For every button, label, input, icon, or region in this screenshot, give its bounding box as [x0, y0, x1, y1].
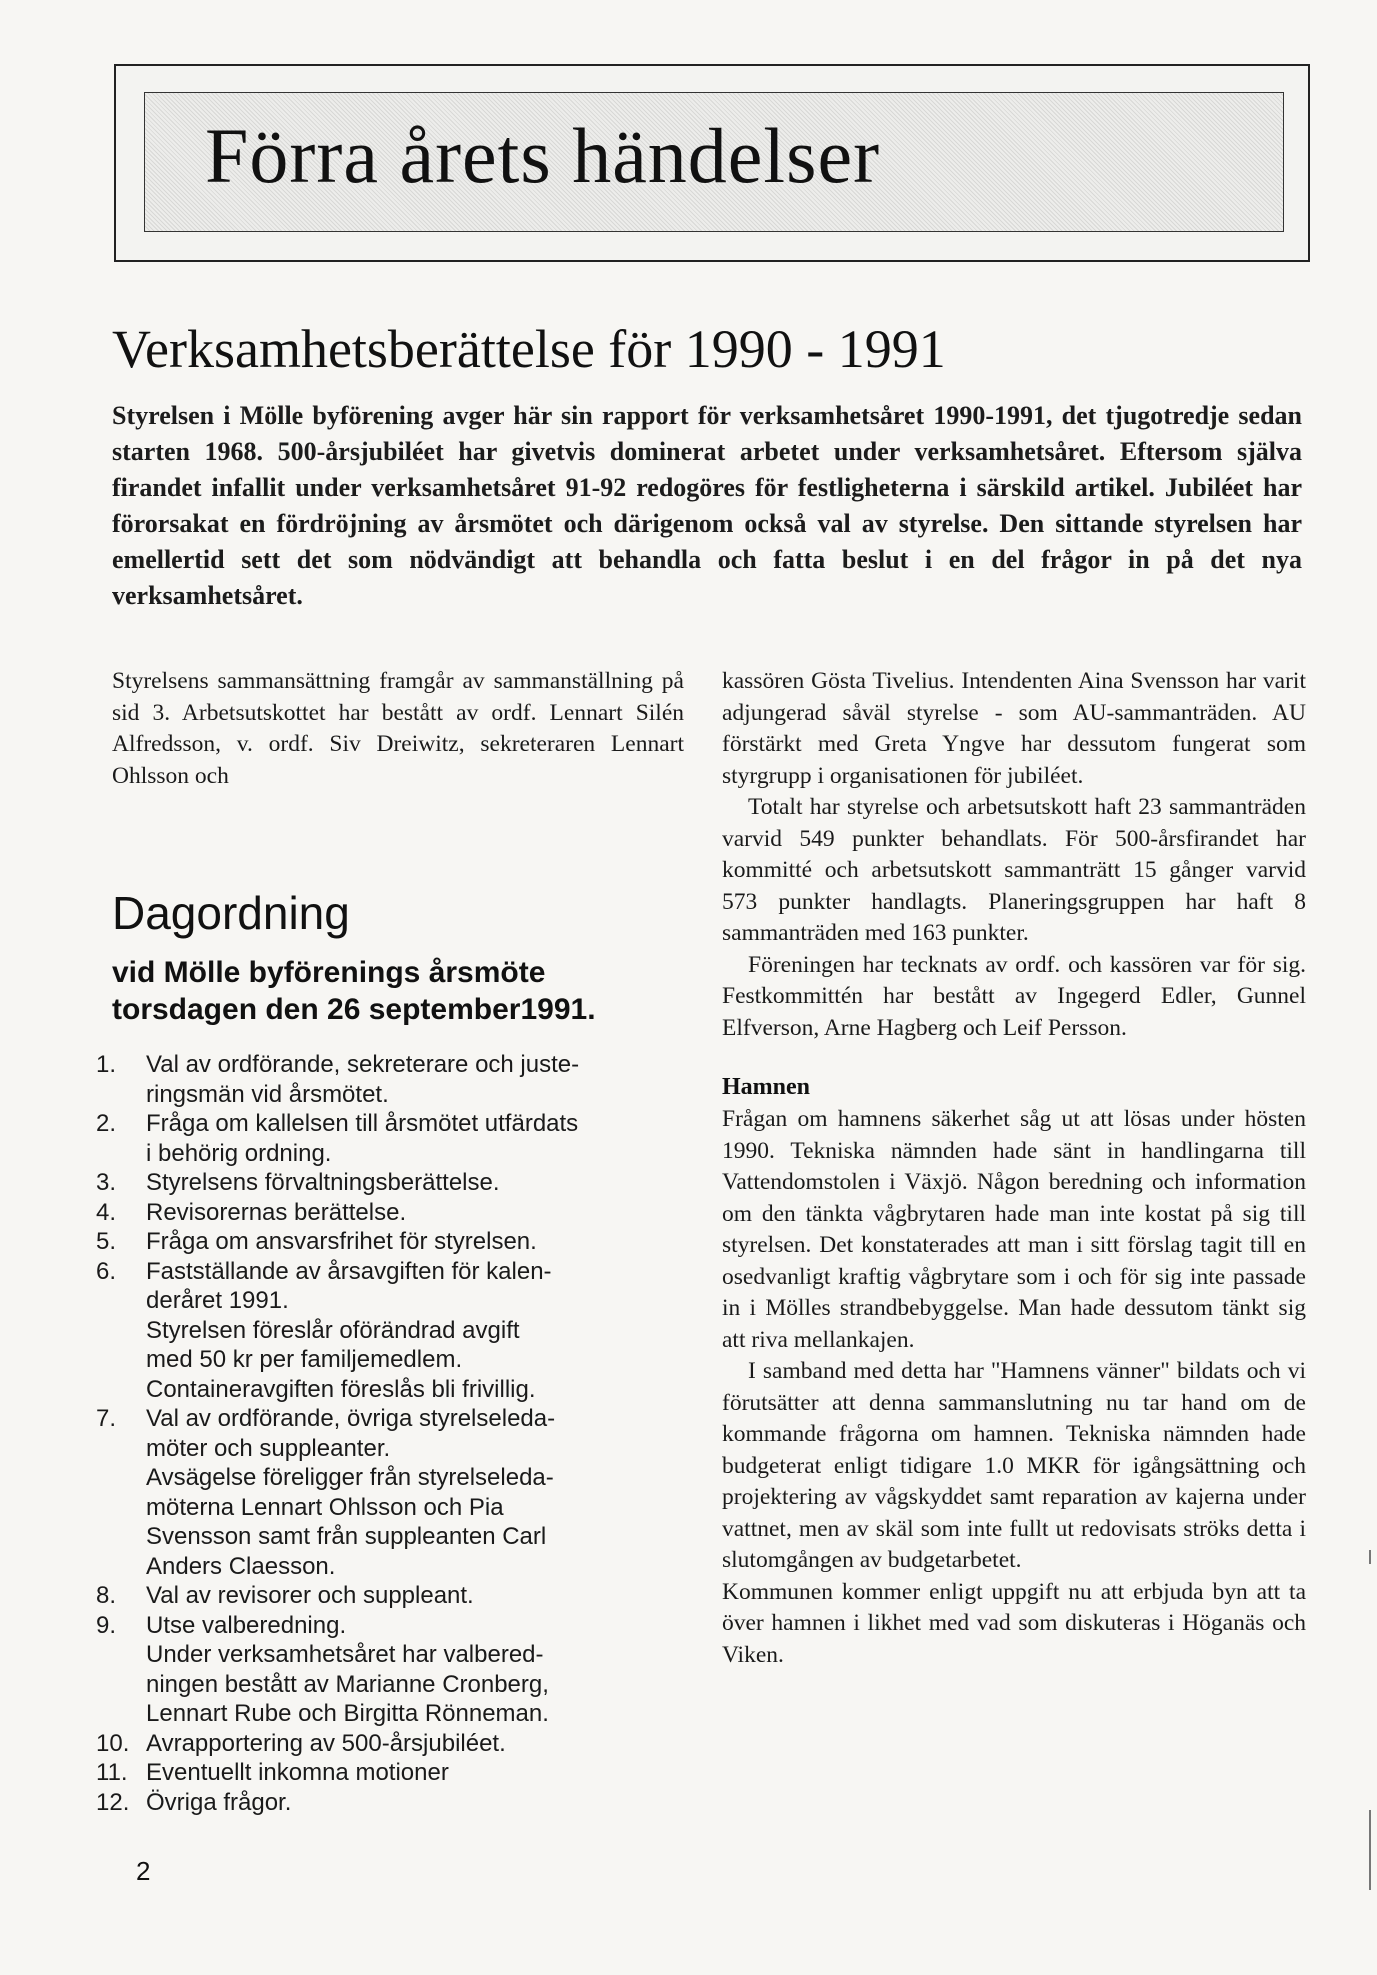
- scan-edge-mark: [1369, 1550, 1371, 1564]
- section-title: Förra årets händelser: [205, 112, 881, 199]
- agenda-item-text: [146, 1758, 696, 1788]
- agenda-item-line: Containeravgiften föreslås bli frivillig.: [146, 1375, 536, 1403]
- agenda-item-text: [146, 1729, 696, 1759]
- agenda-item-line: Val av ordförande, sekreterare och juste-: [146, 1051, 580, 1078]
- agenda-list: [96, 1050, 696, 1817]
- agenda-item-text: [146, 1050, 696, 1109]
- agenda-item-number: 11.: [96, 1759, 128, 1786]
- agenda-item-number: 10.: [96, 1729, 130, 1757]
- agenda-item-text: [146, 1168, 696, 1198]
- agenda-item: [96, 1227, 696, 1257]
- agenda-item-line: deråret 1991.: [146, 1287, 289, 1314]
- agenda-item-line: Lennart Rube och Birgitta Rönneman.: [146, 1700, 549, 1727]
- left-column: [112, 666, 684, 792]
- agenda-item-line: Fråga om kallelsen till årsmötet utfärdats: [146, 1110, 579, 1137]
- agenda-item-text: [146, 1581, 696, 1611]
- agenda-item-number: 8.: [96, 1582, 117, 1609]
- agenda-item-text: [146, 1788, 696, 1818]
- agenda-item-line: Anders Claesson.: [146, 1552, 336, 1580]
- agenda-item-line: Eventuellt inkomna motioner: [146, 1759, 449, 1786]
- agenda-item-number: 4.: [96, 1198, 117, 1226]
- agenda-item-line: Avsägelse föreligger från styrelseleda-: [146, 1464, 554, 1491]
- scan-edge-mark: [1369, 1810, 1371, 1890]
- agenda-item-line: Övriga frågor.: [146, 1788, 292, 1816]
- agenda-item-number: 1.: [96, 1051, 117, 1078]
- agenda-item-line: ringsmän vid årsmötet.: [146, 1080, 389, 1108]
- agenda-item-text: [146, 1257, 696, 1405]
- agenda-item-number: 6.: [96, 1257, 117, 1285]
- agenda-item-text: [146, 1198, 696, 1228]
- agenda-item-text: [146, 1109, 696, 1168]
- body-paragraph: Kommunen kommer enligt uppgift nu att erbjuda byn att ta över hamnen i likhet med vad som diskuteras i Höganäs och Viken.: [722, 1578, 1306, 1668]
- agenda-item: [96, 1729, 696, 1759]
- agenda-item: [96, 1404, 696, 1581]
- agenda-item-line: Avrapportering av 500-årsjubiléet.: [146, 1729, 506, 1757]
- hamnen-heading: Hamnen: [722, 1074, 811, 1100]
- agenda-item-line: Val av ordförande, övriga styrelseleda-: [146, 1405, 556, 1432]
- agenda-heading: Dagordning: [112, 887, 350, 939]
- agenda-item-number: 12.: [96, 1788, 130, 1816]
- agenda-item-line: Utse valberedning.: [146, 1611, 347, 1639]
- agenda-item-line: Fråga om ansvarsfrihet för styrelsen.: [146, 1228, 537, 1255]
- agenda-item-line: Styrelsen föreslår oförändrad avgift: [146, 1316, 520, 1344]
- intro-paragraph: Styrelsen i Mölle byförening avger här sin rapport för verksamhetsåret 1990-1991, det tjugotredje sedan starten 1968. 500-årsjubiléet har givetvis dominerat arbetet under verksamhetsåret. Eftersom själva firandet infallit under verksamhetsåret 91-92 redogöres för festligheterna i särskild artikel. Jubiléet har förorsakat en fördröjning av årsmötet och därigenom också val av styrelse. Den sittande styrelsen har emellertid sett det som nödvändigt att behandla och fatta beslut i en del frågor in på det nya verksamhetsåret.: [112, 401, 1302, 610]
- agenda-item-line: möterna Lennart Ohlsson och Pia: [146, 1493, 504, 1521]
- agenda-subheading: vid Mölle byförenings årsmöte torsdagen den 26 september1991.: [112, 956, 596, 1026]
- body-paragraph: Föreningen har tecknats av ordf. och kassören var för sig. Festkommittén har bestått av Ingegerd Edler, Gunnel Elfverson, Arne Hagberg och Leif Persson.: [722, 951, 1306, 1041]
- body-paragraph: Totalt har styrelse och arbetsutskott haft 23 sammanträden varvid 549 punkter behandlats. För 500-årsfirandet har kommitté och arbetsutskott sammanträtt 15 gånger varvid 573 punkter handlagts. Planeringsgruppen har haft 8 sammanträden med 163 punkter.: [722, 794, 1306, 946]
- right-column: [722, 666, 1306, 1671]
- agenda-item-number: 3.: [96, 1169, 117, 1196]
- agenda-item-number: 9.: [96, 1611, 117, 1639]
- page-number: 2: [136, 1856, 151, 1886]
- agenda-item-number: 7.: [96, 1405, 117, 1432]
- agenda-item-line: Fastställande av årsavgiften för kalen-: [146, 1257, 552, 1285]
- agenda-item-number: 5.: [96, 1228, 117, 1255]
- agenda-item: [96, 1050, 696, 1109]
- agenda-item: [96, 1611, 696, 1729]
- banner-shaded-panel: [144, 92, 1284, 232]
- agenda-item-text: [146, 1404, 696, 1581]
- agenda-item: [96, 1758, 696, 1788]
- agenda-item-line: ningen bestått av Marianne Cronberg,: [146, 1670, 549, 1698]
- agenda-item-line: med 50 kr per familjemedlem.: [146, 1346, 463, 1373]
- agenda-item: [96, 1788, 696, 1818]
- agenda-item: [96, 1168, 696, 1198]
- agenda-item: [96, 1109, 696, 1168]
- agenda-item-line: möter och suppleanter.: [146, 1434, 391, 1462]
- agenda-item-line: Svensson samt från suppleanten Carl: [146, 1523, 547, 1550]
- agenda-item-number: 2.: [96, 1110, 117, 1137]
- board-composition-paragraph: Styrelsens sammansättning framgår av sammanställning på sid 3. Arbetsutskottet har bestått av ordf. Lennart Silén Alfredsson, v. ordf. Siv Dreiwitz, sekreteraren Lennart Ohlsson och: [112, 668, 684, 789]
- agenda-item: [96, 1581, 696, 1611]
- body-paragraph: I samband med detta har "Hamnens vänner" bildats och vi förutsätter att denna sammanslutning nu tar hand om de kommande frågorna om hamnen. Tekniska nämnden hade budgeterat enligt tidigare 1.0 MKR för igångsättning och projektering av vågskyddet samt reparation av kajerna under vattnet, men av skäl som inte fullt ut redovisats ströks detta i slutomgången av budgetarbetet.: [722, 1358, 1306, 1573]
- agenda-item: [96, 1257, 696, 1405]
- agenda-item-line: Val av revisorer och suppleant.: [146, 1582, 474, 1609]
- body-paragraph: Frågan om hamnens säkerhet såg ut att lösas under hösten 1990. Tekniska nämnden hade sänt in handlingarna till Vattendomstolen i Växjö. Någon beredning och information om den tänkta vågbrytaren hade man inte kostat på sig till styrelsen. Det konstaterades att man i sitt förslag tagit till en osedvanligt kraftig vågbrytare som i och för sig inte passade in i Mölles strandbebyggelse. Man hade dessutom tänkt sig att riva mellankajen.: [722, 1106, 1306, 1353]
- report-title: Verksamhetsberättelse för 1990 - 1991: [112, 319, 946, 379]
- agenda-item-line: Revisorernas berättelse.: [146, 1198, 407, 1226]
- agenda-item-line: Styrelsens förvaltningsberättelse.: [146, 1169, 500, 1196]
- agenda-item-text: [146, 1611, 696, 1729]
- agenda-item-line: Under verksamhetsåret har valbered-: [146, 1641, 544, 1668]
- agenda-item: [96, 1198, 696, 1228]
- body-paragraph: kassören Gösta Tivelius. Intendenten Aina Svensson har varit adjungerad såväl styrelse - som AU-sammanträden. AU förstärkt med Greta Yngve har dessutom fungerat som styrgrupp i organisationen för jubiléet.: [722, 668, 1306, 789]
- agenda-item-text: [146, 1227, 696, 1257]
- agenda-item-line: i behörig ordning.: [146, 1139, 332, 1167]
- section-banner: [114, 64, 1310, 262]
